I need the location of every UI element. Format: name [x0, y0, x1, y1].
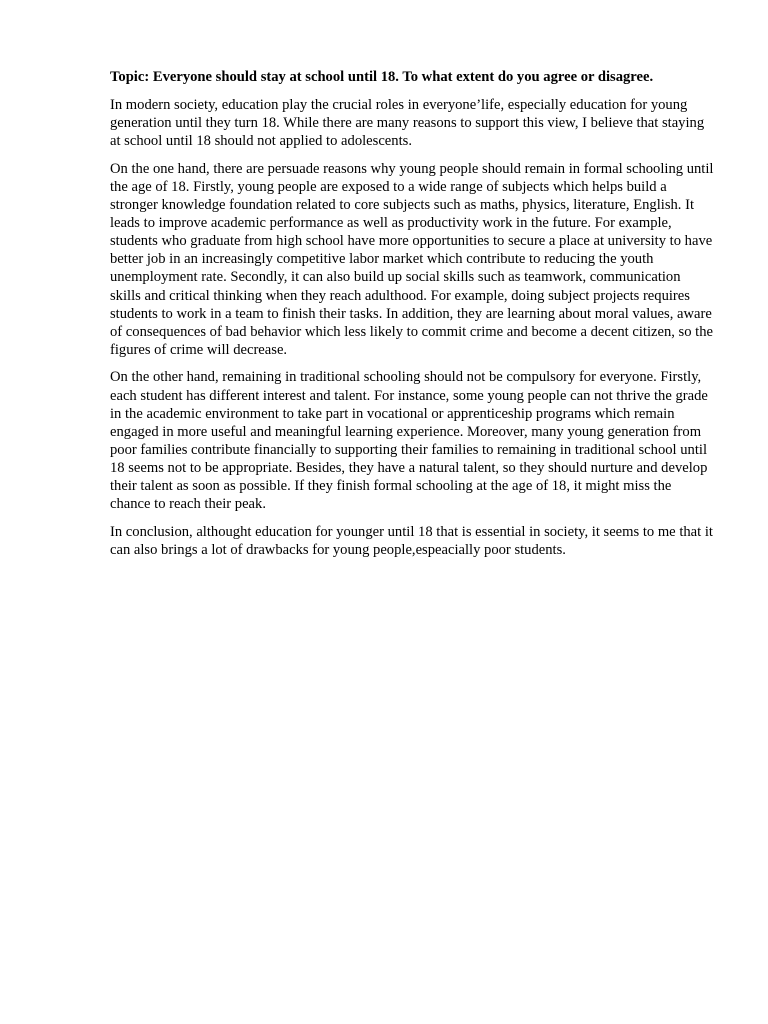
paragraph-conclusion: In conclusion, althought education for younger until 18 that is essential in society, it seems to me that it can also brings a lot of drawbacks for young people,espeacially poor students.	[110, 523, 713, 558]
paragraph-introduction: In modern society, education play the crucial roles in everyone’life, especially education for young generation until they turn 18. While there are many reasons to support this view, I believe that staying at school until 18 should not applied to adolescents.	[110, 97, 705, 150]
essay-topic-heading: Topic: Everyone should stay at school until 18. To what extent do you agree or disagree.	[110, 69, 654, 85]
document-page	[110, 68, 714, 568]
paragraph-body-one: On the one hand, there are persuade reasons why young people should remain in formal schooling until the age of 18. Firstly, young people are exposed to a wide range of subjects which helps build a stronger knowledge foundation related to core subjects such as maths, physics, literature, English. It leads to improve academic performance as well as productivity work in the future. For example, students who graduate from high school have more opportunities to secure a place at university to have better job in an increasingly competitive labor market which contribute to reducing the youth unemployment rate. Secondly, it can also build up social skills such as teamwork, communication skills and critical thinking when they reach adulthood. For example, doing subject projects requires students to work in a team to finish their tasks. In addition, they are learning about moral values, aware of consequences of bad behavior which less likely to commit crime and become a decent citizen, so the figures of crime will decrease.	[110, 160, 714, 358]
paragraph-body-two: On the other hand, remaining in traditional schooling should not be compulsory for everyone. Firstly, each student has different interest and talent. For instance, some young people can not thrive the grade in the academic environment to take part in vocational or apprenticeship programs which remain engaged in more useful and meaningful learning experience. Moreover, many young generation from poor families contribute financially to supporting their families to remaining in traditional school until 18 seems not to be appropriate. Besides, they have a natural talent, so they should nurture and develop their talent as soon as possible. If they finish formal schooling at the age of 18, it might miss the chance to reach their peak.	[110, 369, 708, 513]
